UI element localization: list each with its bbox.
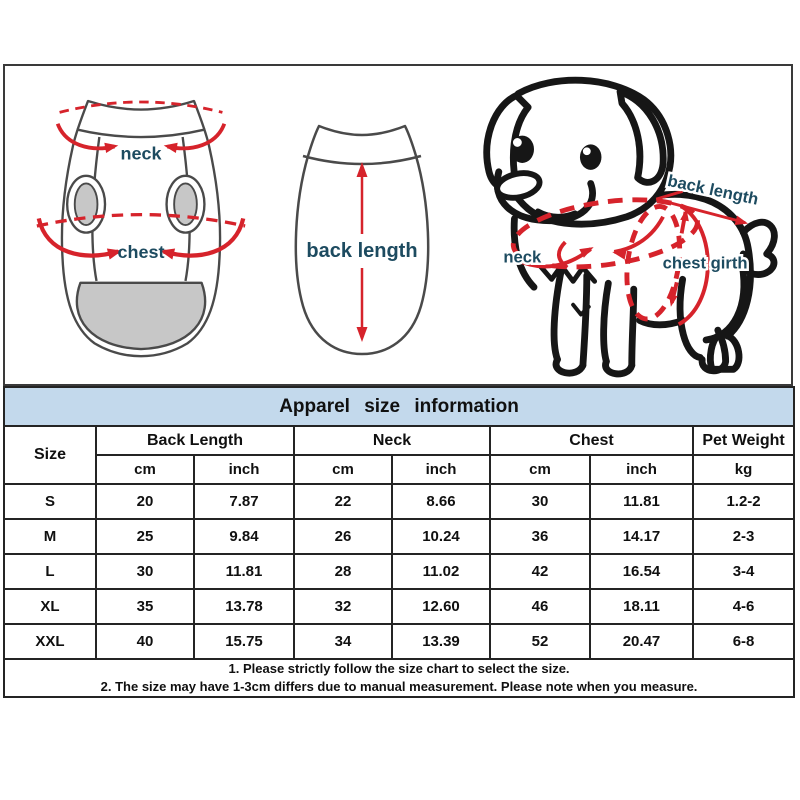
cell-weight: 3-4 — [693, 554, 794, 589]
table-row — [4, 589, 794, 624]
cell-neck-inch: 12.60 — [392, 589, 490, 624]
note-line-2: 2. The size may have 1-3cm differs due to manual measurement. Please note when you measure. — [100, 679, 698, 695]
row-size: L — [4, 554, 96, 589]
table-row — [4, 519, 794, 554]
col-header-size: Size — [4, 426, 96, 484]
cell-chest-cm: 30 — [490, 484, 590, 519]
cell-neck-cm: 32 — [294, 589, 392, 624]
cell-back-inch: 9.84 — [194, 519, 294, 554]
unit-back-cm: cm — [96, 455, 194, 484]
table-group-header-row — [4, 426, 794, 455]
unit-back-inch: inch — [194, 455, 294, 484]
row-size: S — [4, 484, 96, 519]
back-length-label: back length — [306, 240, 418, 262]
row-size: XXL — [4, 624, 96, 659]
unit-weight-kg: kg — [693, 455, 794, 484]
cell-chest-inch: 11.81 — [590, 484, 693, 519]
note-line-1: 1. Please strictly follow the size chart to select the size. — [228, 661, 570, 676]
table-notes-row — [4, 659, 794, 697]
cell-back-cm: 20 — [96, 484, 194, 519]
front-chest-label: chest — [117, 242, 165, 263]
cell-chest-cm: 36 — [490, 519, 590, 554]
unit-chest-inch: inch — [590, 455, 693, 484]
front-neck-label: neck — [120, 143, 162, 164]
cell-neck-cm: 22 — [294, 484, 392, 519]
col-header-neck: Neck — [294, 426, 490, 455]
cell-back-inch: 15.75 — [194, 624, 294, 659]
unit-neck-cm: cm — [294, 455, 392, 484]
cell-chest-inch: 20.47 — [590, 624, 693, 659]
cell-weight: 2-3 — [693, 519, 794, 554]
dog-diagram — [455, 74, 789, 382]
cell-neck-cm: 34 — [294, 624, 392, 659]
unit-chest-cm: cm — [490, 455, 590, 484]
cell-neck-inch: 8.66 — [392, 484, 490, 519]
cell-neck-inch: 10.24 — [392, 519, 490, 554]
cell-back-cm: 35 — [96, 589, 194, 624]
cell-neck-cm: 26 — [294, 519, 392, 554]
cell-chest-cm: 52 — [490, 624, 590, 659]
dog-back-length-label: back length — [665, 170, 761, 209]
cell-chest-inch: 18.11 — [590, 589, 693, 624]
table-notes — [4, 659, 794, 697]
cell-neck-cm: 28 — [294, 554, 392, 589]
dog-neck-label: neck — [503, 247, 542, 267]
cell-weight: 6-8 — [693, 624, 794, 659]
cell-neck-inch: 11.02 — [392, 554, 490, 589]
cell-back-cm: 30 — [96, 554, 194, 589]
cell-chest-cm: 42 — [490, 554, 590, 589]
col-header-pet-weight: Pet Weight — [693, 426, 794, 455]
cell-back-inch: 13.78 — [194, 589, 294, 624]
garment-front-outline — [62, 101, 220, 356]
row-size: XL — [4, 589, 96, 624]
cell-weight: 4-6 — [693, 589, 794, 624]
cell-neck-inch: 13.39 — [392, 624, 490, 659]
apparel-size-table — [3, 386, 795, 698]
table-title: Apparel size information — [4, 387, 794, 426]
dog-chest-girth-label: chest girth — [662, 253, 748, 273]
cell-back-cm: 40 — [96, 624, 194, 659]
table-title-row — [4, 387, 794, 426]
cell-back-inch: 7.87 — [194, 484, 294, 519]
cell-back-cm: 25 — [96, 519, 194, 554]
table-row — [4, 624, 794, 659]
measurement-diagram-panel — [3, 64, 793, 386]
table-unit-header-row — [4, 455, 794, 484]
garment-front-diagram — [27, 84, 255, 368]
table-row — [4, 484, 794, 519]
cell-chest-inch: 16.54 — [590, 554, 693, 589]
table-row — [4, 554, 794, 589]
unit-neck-inch: inch — [392, 455, 490, 484]
cell-chest-inch: 14.17 — [590, 519, 693, 554]
cell-chest-cm: 46 — [490, 589, 590, 624]
cell-back-inch: 11.81 — [194, 554, 294, 589]
col-header-back-length: Back Length — [96, 426, 294, 455]
row-size: M — [4, 519, 96, 554]
col-header-chest: Chest — [490, 426, 693, 455]
cell-weight: 1.2-2 — [693, 484, 794, 519]
garment-back-diagram — [267, 116, 457, 356]
